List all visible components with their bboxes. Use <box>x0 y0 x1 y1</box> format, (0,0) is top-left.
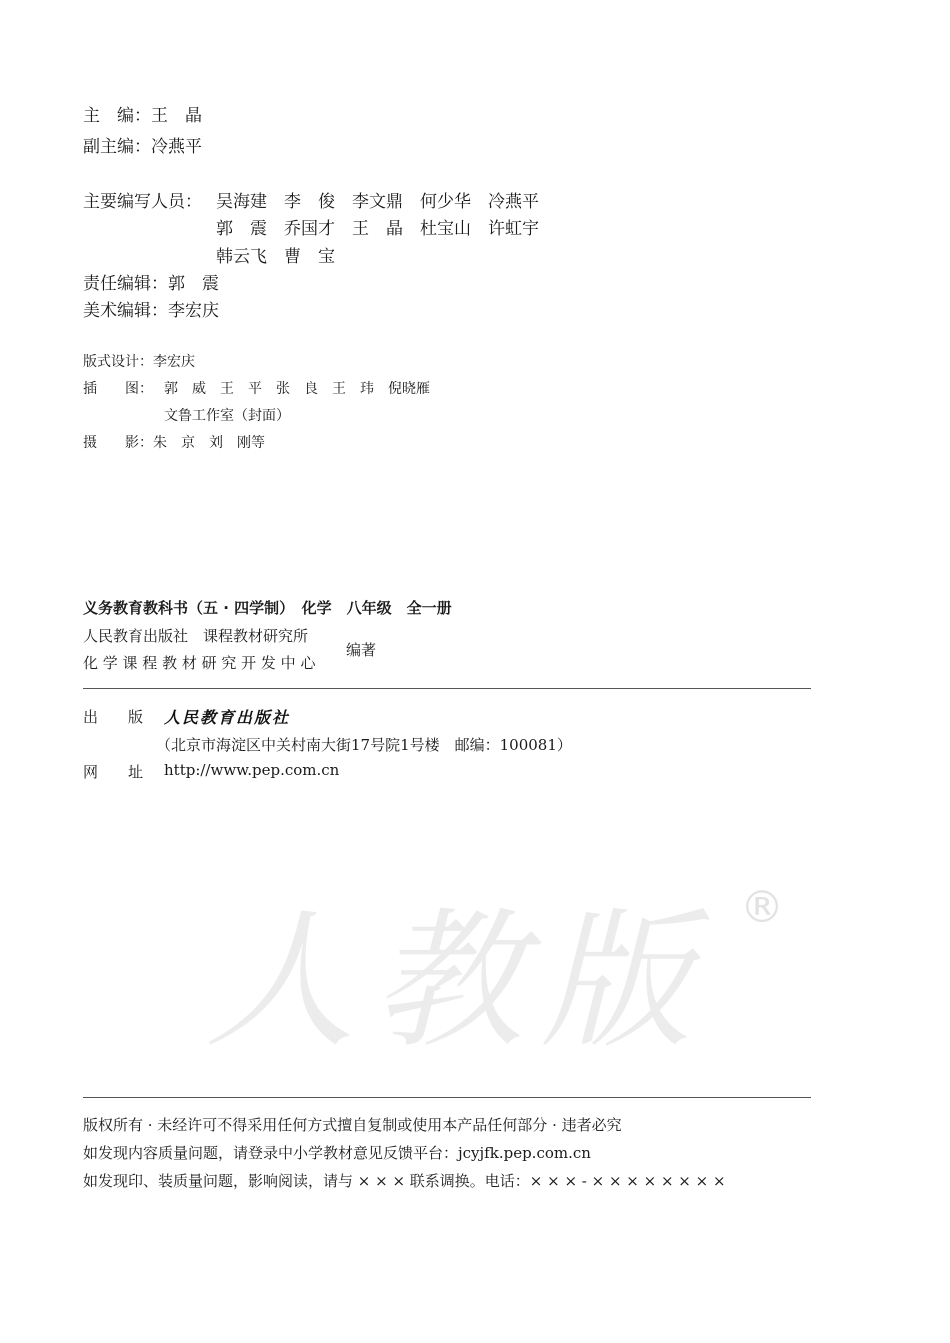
compilers-line: 化 学 课 程 教 材 研 究 开 发 中 心 <box>83 654 316 672</box>
series-title: 义务教育教科书（五 · 四学制） 化学 八年级 全一册 <box>83 599 452 617</box>
publisher-logo: 人民教育出版社 <box>164 708 291 727</box>
print-issue-notice: 如发现印、装质量问题，影响阅读，请与 × × × 联系调换。电话：× × × - × × × × × × × × <box>83 1172 726 1190</box>
publisher-label: 出 版 <box>83 708 144 726</box>
art-editor-row <box>83 296 219 321</box>
registered-mark: ® <box>740 882 784 933</box>
photography-value: 朱 京 刘 刚等 <box>153 435 265 451</box>
watermark-logo: 人教版 <box>205 895 710 1069</box>
main-writers-line: 郭 震 乔国才 王 晶 杜宝山 许虹宇 <box>216 219 539 239</box>
responsible-editor-label: 责任编辑： <box>83 274 168 294</box>
art-editor-value: 李宏庆 <box>168 301 219 321</box>
website-link[interactable]: http://www.pep.com.cn <box>164 761 340 779</box>
main-writers-line: 吴海建 李 俊 李文鼎 何少华 冷燕平 <box>216 192 539 212</box>
photography-row <box>83 432 265 452</box>
photography-label: 摄 影： <box>83 435 153 451</box>
layout-design-label: 版式设计： <box>83 354 153 370</box>
chief-editor-value: 王 晶 <box>151 106 202 126</box>
publisher-address: （北京市海淀区中关村南大街17号院1号楼 邮编：100081） <box>156 736 572 754</box>
responsible-editor-value: 郭 震 <box>168 274 219 294</box>
content-feedback-notice: 如发现内容质量问题，请登录中小学教材意见反馈平台：jcyjfk.pep.com.cn <box>83 1144 591 1162</box>
deputy-editor-value: 冷燕平 <box>151 137 202 157</box>
deputy-editor-label: 副主编： <box>83 137 151 157</box>
main-writers-line: 韩云飞 曹 宝 <box>216 247 335 267</box>
compiled-suffix: 编著 <box>346 641 377 659</box>
chief-editor-label: 主 编： <box>83 106 151 126</box>
website-label: 网 址 <box>83 763 144 781</box>
illustration-line: 文鲁工作室（封面） <box>164 408 290 424</box>
chief-editor-row <box>83 101 202 126</box>
responsible-editor-row <box>83 269 219 294</box>
divider <box>83 1097 811 1098</box>
illustration-label: 插 图： <box>83 381 153 397</box>
art-editor-label: 美术编辑： <box>83 301 168 321</box>
compilers-line: 人民教育出版社 课程教材研究所 <box>83 627 309 645</box>
deputy-editor-row <box>83 132 202 157</box>
main-writers-label: 主要编写人员： <box>83 192 202 212</box>
layout-design-value: 李宏庆 <box>153 354 195 370</box>
illustration-line: 郭 威 王 平 张 良 王 玮 倪晓雁 <box>164 381 430 397</box>
layout-design-row <box>83 351 195 371</box>
divider <box>83 688 811 689</box>
copyright-notice: 版权所有 · 未经许可不得采用任何方式擅自复制或使用本产品任何部分 · 违者必究 <box>83 1116 622 1134</box>
